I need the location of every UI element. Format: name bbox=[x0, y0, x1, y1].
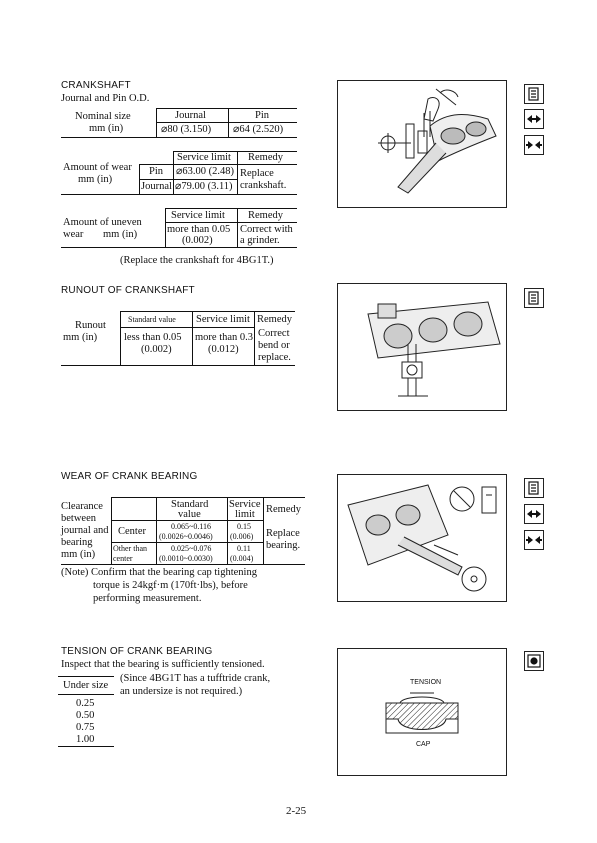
uneven-col-limit: Service limit bbox=[171, 210, 225, 221]
bearing-measure-figure bbox=[337, 474, 507, 602]
uneven-col-remedy: Remedy bbox=[248, 210, 283, 221]
bearing-label-3: journal and bbox=[61, 525, 109, 536]
bearing-col-limit-1: Service bbox=[229, 499, 261, 510]
wear-label: Amount of wear bbox=[63, 162, 132, 173]
tension-label: TENSION bbox=[410, 679, 442, 686]
other-than-2: center bbox=[113, 554, 133, 563]
runout-label: Runout bbox=[75, 320, 106, 331]
arrows-apart-icon bbox=[524, 109, 544, 129]
col-journal: Journal bbox=[175, 110, 206, 121]
runout-remedy-3: replace. bbox=[258, 352, 291, 363]
runout-limit-2: (0.012) bbox=[208, 344, 239, 355]
wear-remedy-2: crankshaft. bbox=[240, 180, 287, 191]
arrows-together-icon bbox=[524, 135, 544, 155]
wear-journal-value: ⌀79.00 (3.11) bbox=[175, 181, 233, 192]
bearing-col-std-1: Standard bbox=[171, 499, 209, 510]
nominal-unit: mm (in) bbox=[89, 123, 124, 134]
bearing-center: Center bbox=[118, 526, 146, 537]
runout-col-std: Standard value bbox=[128, 315, 176, 324]
tension-line-2: (Since 4BG1T has a tufftride crank, bbox=[120, 673, 271, 684]
wear-row-pin: Pin bbox=[149, 166, 164, 177]
page-number: 2-25 bbox=[286, 805, 307, 817]
arrows-together-icon bbox=[524, 530, 544, 550]
undersize-header: Under size bbox=[63, 680, 109, 691]
journal-value: ⌀80 (3.150) bbox=[161, 124, 212, 135]
runout-unit: mm (in) bbox=[63, 332, 98, 343]
undersize-item: 1.00 bbox=[76, 734, 95, 745]
other-std-2: (0.0010~0.0030) bbox=[159, 554, 213, 563]
undersize-item: 0.75 bbox=[76, 722, 95, 733]
wear-row-journal: Journal bbox=[141, 181, 172, 192]
runout-std-2: (0.002) bbox=[141, 344, 172, 355]
undersize-item: 0.25 bbox=[76, 698, 95, 709]
uneven-remedy-2: a grinder. bbox=[240, 235, 280, 246]
runout-heading: RUNOUT OF CRANKSHAFT bbox=[61, 285, 195, 296]
uneven-wear-table bbox=[61, 208, 297, 248]
center-std-2: (0.0026~0.0046) bbox=[159, 532, 213, 541]
nominal-label: Nominal size bbox=[75, 111, 131, 122]
center-std-1: 0.065~0.116 bbox=[171, 522, 212, 531]
bearing-label-2: between bbox=[61, 513, 96, 524]
undersize-item: 0.50 bbox=[76, 710, 95, 721]
bearing-col-std-2: value bbox=[178, 509, 201, 520]
runout-std-1: less than 0.05 bbox=[124, 332, 182, 343]
uneven-remedy-1: Correct with bbox=[240, 224, 293, 235]
wear-col-limit: Service limit bbox=[177, 152, 231, 163]
runout-remedy-1: Correct bbox=[258, 328, 290, 339]
bearing-col-remedy: Remedy bbox=[266, 504, 301, 515]
manual-book-icon bbox=[524, 478, 544, 498]
tension-figure bbox=[337, 648, 507, 776]
bearing-label-5: mm (in) bbox=[61, 549, 96, 560]
bearing-col-limit-2: limit bbox=[235, 509, 255, 520]
nominal-size-table bbox=[61, 108, 297, 138]
col-pin: Pin bbox=[255, 110, 270, 121]
other-std-1: 0.025~0.076 bbox=[171, 544, 212, 553]
cap-label: CAP bbox=[416, 741, 431, 748]
bearing-heading: WEAR OF CRANK BEARING bbox=[61, 471, 198, 482]
wear-pin-value: ⌀63.00 (2.48) bbox=[176, 166, 234, 177]
bearing-label-4: bearing bbox=[61, 537, 93, 548]
tension-line-3: an undersize is not required.) bbox=[120, 686, 243, 697]
runout-col-limit: Service limit bbox=[196, 314, 250, 325]
runout-col-remedy: Remedy bbox=[257, 314, 292, 325]
other-than-1: Other than bbox=[113, 544, 147, 553]
crankshaft-heading: CRANKSHAFT bbox=[61, 80, 131, 91]
bearing-table bbox=[61, 497, 305, 565]
uneven-label-2: wear bbox=[63, 229, 84, 240]
tension-heading: TENSION OF CRANK BEARING bbox=[61, 646, 213, 657]
uneven-unit: mm (in) bbox=[103, 229, 138, 240]
uneven-label: Amount of uneven bbox=[63, 217, 142, 228]
manual-book-icon bbox=[524, 288, 544, 308]
manual-book-icon bbox=[524, 84, 544, 104]
center-limit-2: (0.006) bbox=[230, 532, 254, 541]
runout-table bbox=[61, 311, 295, 366]
other-limit-2: (0.004) bbox=[230, 554, 254, 563]
measure-icon bbox=[524, 651, 544, 671]
crankshaft-subheading: Journal and Pin O.D. bbox=[61, 93, 150, 104]
center-limit-1: 0.15 bbox=[237, 522, 251, 531]
wear-col-remedy: Remedy bbox=[248, 152, 283, 163]
uneven-limit-2: (0.002) bbox=[182, 235, 213, 246]
other-limit-1: 0.11 bbox=[237, 544, 251, 553]
uneven-limit-1: more than 0.05 bbox=[167, 224, 231, 235]
runout-limit-1: more than 0.3 bbox=[195, 332, 254, 343]
bearing-remedy-2: bearing. bbox=[266, 540, 301, 551]
crankshaft-measure-figure bbox=[337, 80, 507, 208]
runout-remedy-2: bend or bbox=[258, 340, 290, 351]
pin-value: ⌀64 (2.520) bbox=[233, 124, 284, 135]
bearing-note-2: torque is 24kgf·m (170ft·lbs), before bbox=[93, 580, 248, 591]
bearing-remedy-1: Replace bbox=[266, 528, 300, 539]
bearing-label-1: Clearance bbox=[61, 501, 103, 512]
arrows-apart-icon bbox=[524, 504, 544, 524]
tension-line-1: Inspect that the bearing is sufficiently tensioned. bbox=[61, 659, 265, 670]
crankshaft-note: (Replace the crankshaft for 4BG1T.) bbox=[120, 255, 274, 266]
wear-table bbox=[61, 151, 297, 195]
wear-remedy-1: Replace bbox=[240, 168, 274, 179]
wear-unit: mm (in) bbox=[78, 174, 113, 185]
bearing-note-1: (Note) Confirm that the bearing cap tightening bbox=[61, 567, 257, 578]
runout-measure-figure bbox=[337, 283, 507, 411]
bearing-note-3: performing measurement. bbox=[93, 593, 202, 604]
